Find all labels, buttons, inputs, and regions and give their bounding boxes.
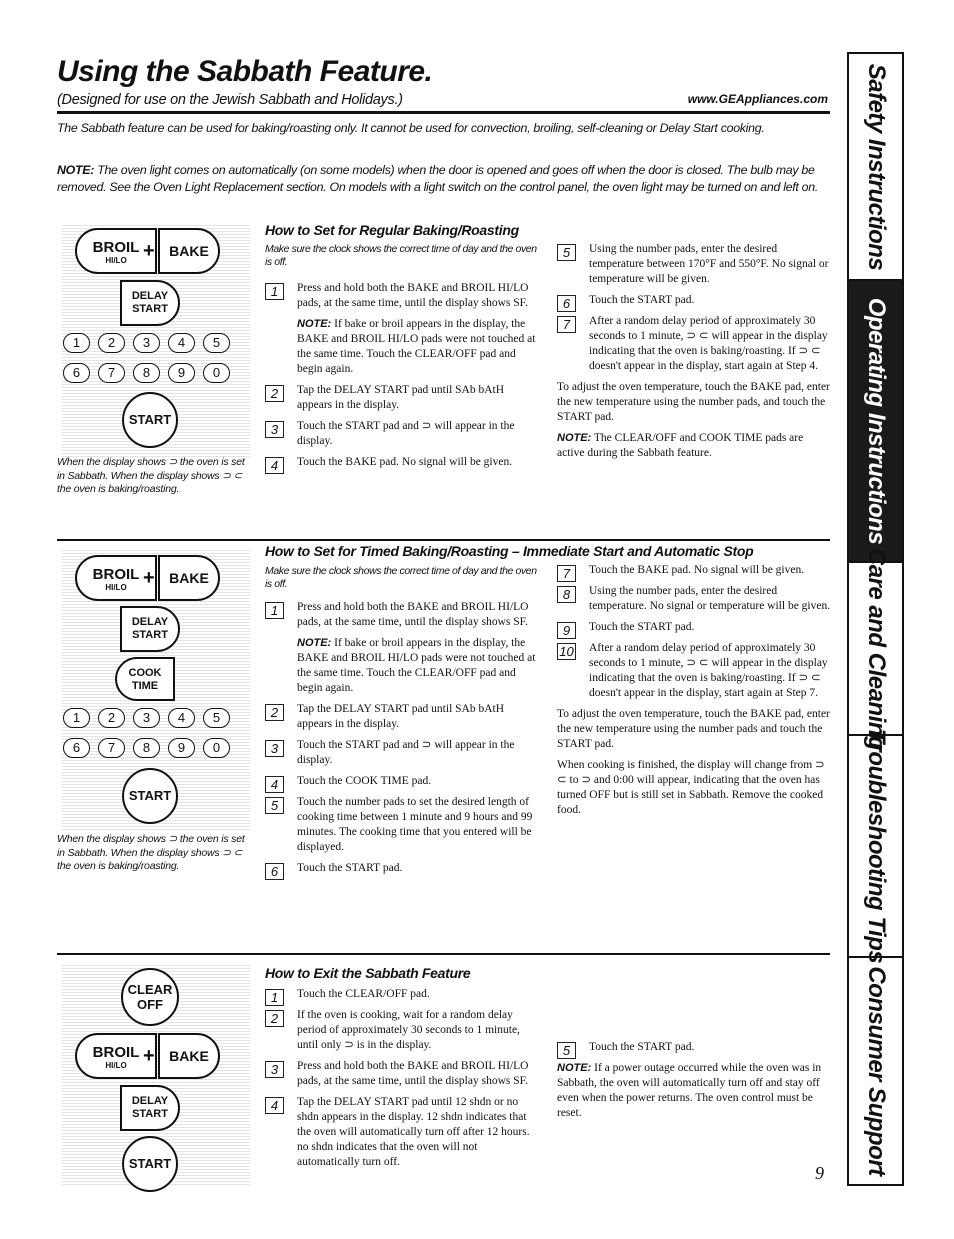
step: 8 Using the number pads, enter the desired temperature. No signal or temperature will be given. [557,584,832,614]
step: 7 After a random delay period of approximately 30 seconds to 1 minute, ⊃ ⊂ will appear in the display indicating that the oven is baking/roasting. If ⊃ ⊂ doesn't appear in the display, start again at Step 4. [557,314,832,374]
plus-sign: + [143,567,155,589]
step: 4 Touch the BAKE pad. No signal will be given. [265,455,540,470]
note: NOTE: If bake or broil appears in the display, the BAKE and BROIL HI/LO pads were not touched at the same time. Touch the CLEAR/OFF pad and begin again. [297,637,536,694]
digit-key: 8 [133,738,160,758]
side-tabs [847,52,904,1186]
step: 6 Touch the START pad. [265,861,540,876]
section-divider [57,953,830,955]
delay-start-key: DELAY START [120,1085,180,1131]
start-key: START [122,1136,178,1192]
section3-column-a [265,987,540,1176]
intro-note: NOTE: The oven light comes on automatically (on some models) when the door is opened and goes off when the door is closed. The bulb may be removed. See the Oven Light Replacement section. On models with a light switch on the control panel, the oven light may be turned on and left on. [57,163,818,194]
section2-caption: When the display shows ⊃ the oven is set in Sabbath. When the display shows ⊃ ⊂ the oven is baking/roasting. [57,833,245,872]
section1-column-a [265,281,540,476]
step: 4 Touch the COOK TIME pad. [265,774,540,789]
step: 5 Touch the number pads to set the desired length of cooking time between 1 minute and 9 hours and 99 minutes. The cooking time that you entered will be displayed. [265,795,540,855]
bake-key: BAKE [158,1033,220,1079]
page-subtitle: (Designed for use on the Jewish Sabbath and Holidays.) [57,92,403,108]
digit-key: 9 [168,738,195,758]
page-title: Using the Sabbath Feature. [57,55,433,88]
step: 4 Tap the DELAY START pad until 12 shdn or no shdn appears in the display. 12 shdn indicates that the oven will automatically turn off after 12 hours. no shdn indicates that the oven will not automatically turn off. [265,1095,540,1170]
digit-key: 5 [203,708,230,728]
website-link[interactable]: www.GEAppliances.com [687,92,828,106]
start-key: START [122,768,178,824]
plus-sign: + [143,1045,155,1067]
bake-key: BAKE [158,228,220,274]
section2-clock-note: Make sure the clock shows the correct time of day and the oven is off. [265,565,537,590]
delay-start-key: DELAY START [120,606,180,652]
broil-key: BROIL HI/LO [75,555,157,601]
tab-operating-instructions[interactable]: Operating Instructions [849,281,902,563]
section1-caption: When the display shows ⊃ the oven is set in Sabbath. When the display shows ⊃ ⊂ the oven is baking/roasting. [57,456,245,495]
broil-key: BROIL HI/LO [75,1033,157,1079]
step: 6 Touch the START pad. [557,293,832,308]
note: NOTE: If a power outage occurred while the oven was in Sabbath, the oven will automatically turn off and stay off even when the power returns. The oven control must be reset. [557,1062,822,1119]
digit-key: 1 [63,708,90,728]
digit-key: 3 [133,333,160,353]
step: 1 Press and hold both the BAKE and BROIL HI/LO pads, at the same time, until the display shows SF. [265,281,540,311]
digit-key: 7 [98,363,125,383]
tab-safety-instructions[interactable]: Safety Instructions [849,54,902,281]
step: 5 Touch the START pad. [557,1040,832,1055]
step: 2 If the oven is cooking, wait for a random delay period of approximately 30 seconds to 1 minute, until only ⊃ is in the display. [265,1008,540,1053]
digit-key: 9 [168,363,195,383]
broil-key: BROIL HI/LO [75,228,157,274]
digit-key: 0 [203,738,230,758]
cook-time-key: COOK TIME [115,657,175,701]
page-number: 9 [815,1163,824,1183]
digit-key: 5 [203,333,230,353]
paragraph: To adjust the oven temperature, touch the BAKE pad, enter the new temperature using the number pads, and touch the START pad. [557,381,830,423]
tab-troubleshooting-tips[interactable]: Troubleshooting Tips [849,736,902,958]
step: 7 Touch the BAKE pad. No signal will be given. [557,563,832,578]
digit-key: 3 [133,708,160,728]
section1-title: How to Set for Regular Baking/Roasting [265,222,519,238]
paragraph: When cooking is finished, the display will change from ⊃ ⊂ to ⊃ and 0:00 will appear, indicating that the oven has turned OFF but is still set in Sabbath. Remove the cooked food. [557,759,825,816]
step: 5 Using the number pads, enter the desired temperature between 170°F and 550°F. No signal or temperature will be given. [557,242,832,287]
tab-consumer-support[interactable]: Consumer Support [862,966,890,1176]
digit-key: 0 [203,363,230,383]
digit-key: 4 [168,333,195,353]
digit-key: 2 [98,708,125,728]
step: 9 Touch the START pad. [557,620,832,635]
tab-care-and-cleaning[interactable]: Care and Cleaning [849,563,902,736]
section2-title: How to Set for Timed Baking/Roasting – Immediate Start and Automatic Stop [265,543,754,559]
digit-key: 2 [98,333,125,353]
digit-key: 8 [133,363,160,383]
note: NOTE: The CLEAR/OFF and COOK TIME pads are active during the Sabbath feature. [557,432,804,459]
step: 1 Press and hold both the BAKE and BROIL HI/LO pads, at the same time, until the display shows SF. [265,600,540,630]
section3-column-b [557,1040,832,1127]
step: 2 Tap the DELAY START pad until SAb bAtH appears in the display. [265,702,540,732]
bake-key: BAKE [158,555,220,601]
section-divider [57,539,830,541]
step: 3 Touch the START pad and ⊃ will appear in the display. [265,419,540,449]
digit-key: 1 [63,333,90,353]
digit-key: 4 [168,708,195,728]
section1-clock-note: Make sure the clock shows the correct time of day and the oven is off. [265,243,537,268]
step: 3 Press and hold both the BAKE and BROIL HI/LO pads, at the same time, until the display shows SF. [265,1059,540,1089]
delay-start-key: DELAY START [120,280,180,326]
clear-off-key: CLEAR OFF [121,968,179,1026]
section1-column-b [557,242,832,467]
step: 10 After a random delay period of approximately 30 seconds to 1 minute, ⊃ ⊂ will appear in the display indicating that the oven is baking/roasting. If ⊃ ⊂ doesn't appear in the display, start again at Step 7. [557,641,832,701]
step: 1 Touch the CLEAR/OFF pad. [265,987,540,1002]
note: NOTE: If bake or broil appears in the display, the BAKE and BROIL HI/LO pads were not touched at the same time. Touch the CLEAR/OFF pad and begin again. [297,318,536,375]
section2-column-a [265,600,540,882]
step: 3 Touch the START pad and ⊃ will appear in the display. [265,738,540,768]
paragraph: To adjust the oven temperature, touch the BAKE pad, enter the new temperature using the number pads and touch the START pad. [557,708,830,750]
digit-key: 7 [98,738,125,758]
digit-key: 6 [63,738,90,758]
intro-paragraph: The Sabbath feature can be used for baking/roasting only. It cannot be used for convection, broiling, self-cleaning or Delay Start cooking. [57,121,765,135]
step: 2 Tap the DELAY START pad until SAb bAtH appears in the display. [265,383,540,413]
digit-key: 6 [63,363,90,383]
section2-column-b [557,563,832,824]
section3-title: How to Exit the Sabbath Feature [265,965,471,981]
plus-sign: + [143,240,155,262]
header-rule [57,111,830,114]
start-key: START [122,392,178,448]
